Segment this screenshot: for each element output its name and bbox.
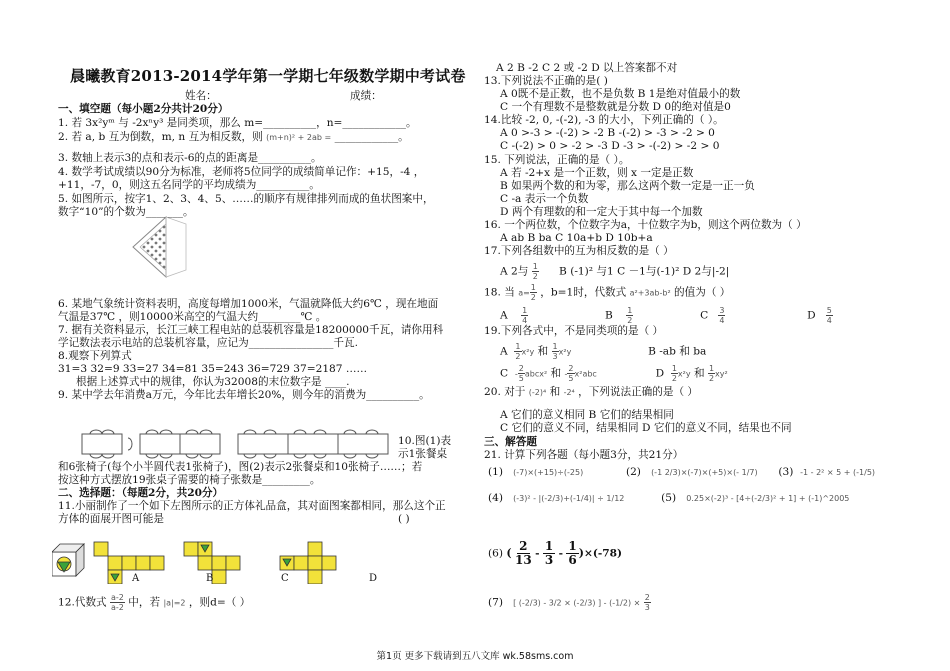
cube-nets-figure [52, 540, 382, 584]
question-11-line2: 方体的面展开图可能是 [58, 513, 164, 525]
question-15-a: A 若 -2+x 是一个正数，则 x 一定是正数 [500, 167, 694, 179]
calc-7: (7) [ (-2/3) - 3/2 × (-2/3) ] - (-1/2) × $\frac{2}{3}$ [488, 593, 650, 612]
calc-7-expression: [ (-2/3) - 3/2 × (-2/3) ] - (-1/2) × [513, 598, 641, 608]
question-12-text: 12.代数式 [58, 596, 107, 609]
question-19-option-d: D [655, 367, 665, 380]
question-18: 18. 当 a= $\frac{1}{2}$ ，b=1时，代数式 a²+3ab-b² 的值为（ ） [484, 283, 731, 302]
fraction-denominator: a-2 [111, 603, 124, 612]
question-20-text: 20. 对于 [484, 386, 526, 398]
question-15-d: D 两个有理数的和一定大于其中每一个加数 [500, 206, 703, 218]
question-17: 17.下列各组数中的互为相反数的是（ ） [484, 245, 674, 257]
question-14-cd: C -(-2) > 0 > -2 > -3 D -3 > -(-2) > -2 > 0 [500, 140, 720, 152]
question-18-text-2: ，b=1时，代数式 [540, 286, 627, 299]
question-6-line1: 6. 某地气象统计资料表明，高度每增加1000米，气温就降低大约6℃ ，现在地面 [58, 298, 439, 310]
fraction-numerator: a-2 [111, 593, 124, 602]
question-2 [58, 131, 409, 144]
question-9: 9. 某中学去年消费a万元，今年比去年增长20%，则今年的消费为__________。 [58, 389, 430, 401]
question-14-ab: A 0 >-3 > -(-2) > -2 B -(-2) > -3 > -2 > 0 [500, 127, 715, 139]
question-5-line1: 5. 如图所示，按字1、2、3、4、5、……的顺序有规律排列而成的鱼状图案中， [58, 193, 434, 205]
name-label: 姓名： [185, 90, 217, 102]
question-3: 3. 数轴上表示3的点和表示-6的点的距离是__________。 [58, 152, 322, 164]
question-15-c: C -a 表示一个负数 [500, 193, 589, 205]
question-18-a-value: $\frac{1}{2}$ [530, 283, 536, 302]
calc-4-expression: (-3)² - |(-2/3)+(-1/4)| ÷ 1/12 [513, 494, 625, 503]
question-5-line2: 数字“10”的个数为_______。 [58, 206, 194, 218]
calc-3-expression: -1 - 2² × 5 + (-1/5) [800, 468, 876, 477]
calc-2-expression: (-1 2/3)×(-7)×(+5)×(- 1/7) [651, 468, 758, 477]
question-10-line4: 按这种方式摆放19张桌子需要的椅子张数是_________。 [58, 474, 321, 486]
question-20-text-3: ，下列说法正确的是（ ） [578, 386, 699, 398]
question-19-cd: C - $\frac{2}{5}$ abcx² 和 - $\frac{2}{5}$ x²abc D $\frac{1}{2}$ x²y 和 $\frac{1}{2}$ xy² [500, 364, 728, 383]
question-13-cd: C 一个有理数不是整数就是分数 D 0的绝对值是0 [500, 101, 731, 113]
calc-1-expression: (-7)×(+15)÷(-25) [513, 468, 584, 477]
section-multiple-choice: 二、选择题：（每题2分，共20分） [58, 487, 224, 499]
question-8-question: 根据上述算式中的规律，你认为32008的末位数字是 ____. [76, 376, 350, 388]
page-title: 晨曦教育2013-2014学年第一学期七年级数学期中考试卷 [70, 67, 466, 85]
question-1: 1. 若 3x²yᵐ 与 -2xⁿy³ 是同类项，那么 m=__________，n=____________。 [58, 117, 417, 129]
question-19-option-c: C [500, 367, 509, 380]
question-15: 15. 下列说法，正确的是（ ）。 [484, 154, 630, 166]
question-2-blank: ____________。 [334, 131, 409, 143]
question-4-line1: 4. 数学考试成绩以90分为标准，老师将5位同学的成绩简单记作：+15，-4 ， [58, 166, 425, 178]
section-fill-blank: 一、填空题（每小题2分共计20分） [58, 103, 229, 115]
option-d-label: D [369, 573, 378, 584]
calc-2-label: (2) [625, 466, 641, 478]
calc-6-label: (6) [488, 547, 504, 560]
question-16-options: A ab B ba C 10a+b D 10b+a [500, 232, 653, 244]
question-7-line1: 7. 据有关资料显示，长江三峡工程电站的总装机容量是18200000千瓦，请你用科 [58, 324, 444, 336]
question-14: 14.比较 -2, 0, -(-2), -3 的大小，下列正确的（ ）。 [484, 114, 724, 126]
option-b-label: B [206, 573, 214, 584]
question-20-cd: C 它们的意义不同，结果相同 D 它们的意义不同，结果也不同 [500, 422, 792, 434]
question-20: 20. 对于 (-2)⁴ 和 -2⁴ ，下列说法正确的是（ ） [484, 386, 699, 398]
question-13: 13.下列说法不正确的是( ) [484, 75, 608, 87]
calc-3-label: (3) [778, 466, 794, 478]
calc-6: (6) ( $\frac{2}{13}$ - $\frac{1}{3}$ - $\frac{1}{6}$ )×(-78) [488, 539, 622, 567]
question-18-text-3: 的值为（ ） [674, 286, 731, 299]
question-12-options: A 2 B -2 C 2 或 -2 D 以上答案都不对 [496, 62, 678, 74]
question-19-ab: A $\frac{1}{2}$ x²y 和 $\frac{1}{3}$ x²y B -ab 和 ba [500, 342, 707, 361]
score-label: 成绩： [350, 90, 382, 102]
calc-4-5 [488, 492, 849, 505]
option-a-label: A [132, 573, 140, 584]
question-6-line2: 气温是37℃ ，则10000米高空的气温大约________℃ 。 [58, 311, 327, 323]
section-solve: 三、解答题 [484, 436, 537, 448]
calc-1-label: (1) [488, 466, 504, 478]
question-7-line2: 学记数法表示电站的总装机容量，应记为________________千瓦. [58, 337, 358, 349]
question-12-fraction [110, 593, 125, 612]
question-17-option-bcd: B (-1)² 与1 C －1与(-1)² D 2与|-2| [559, 265, 730, 278]
question-17-fraction: $\frac{1}{2}$ [532, 262, 538, 281]
question-18-option-b: B [604, 309, 613, 322]
calc-5-label: (5) [661, 492, 677, 504]
question-12 [58, 593, 250, 612]
question-19: 19.下列各式中，不是同类项的是（ ） [484, 325, 664, 337]
calc-6-expression: ×(-78) [583, 547, 622, 560]
page-footer: 第1页 更多下载请到五八文库 wk.58sms.com [376, 651, 574, 662]
question-12-condition: |a|=2 [163, 598, 186, 608]
calc-1-2 [488, 466, 875, 479]
calc-5-expression: 0.25×(-2)³ - [4÷(-2/3)² + 1] + (-1)^2005 [686, 494, 850, 503]
question-19-option-a: A [500, 345, 508, 358]
fish-pattern-figure [130, 214, 188, 280]
question-8-title: 8.观察下列算式 [58, 350, 132, 362]
question-4-line2: +11，-7，0，则这五名同学的平均成绩为__________。 [58, 179, 320, 191]
question-19-option-b: B -ab 和 ba [648, 345, 707, 358]
question-10-line2: 示1张餐桌 [398, 448, 448, 460]
question-18-option-a: A [500, 309, 508, 322]
question-18-option-c: C [700, 309, 709, 322]
question-11-line1: 11.小丽制作了一个如下左图所示的正方体礼品盒，其对面图案都相同，那么这个正 [58, 500, 446, 512]
question-2-text: 2. 若 a, b 互为倒数，m, n 互为相反数，则 [58, 131, 263, 143]
question-8-sequence: 31=3 32=9 33=27 34=81 35=243 36=729 37=2187 …… [58, 363, 368, 375]
question-13-ab: A 0既不是正数，也不是负数 B 1是绝对值最小的数 [500, 88, 741, 100]
question-21: 21. 计算下列各题（每小题3分，共21分） [484, 449, 684, 461]
calc-4-label: (4) [488, 492, 504, 504]
calc-7-label: (7) [488, 596, 504, 609]
table-chairs-figure [78, 426, 398, 462]
question-18-option-d: D [807, 309, 816, 322]
question-15-b: B 如果两个数的和为零，那么这两个数一定是一正一负 [500, 180, 755, 192]
question-17-options [500, 262, 729, 281]
question-12-text-2: 中，若 [128, 596, 161, 609]
option-c-label: C [281, 573, 289, 584]
question-20-text-2: 和 [549, 386, 561, 398]
question-18-text: 18. 当 [484, 286, 515, 299]
question-12-text-3: ，则d=（ ） [188, 596, 251, 609]
question-18-options: A $\frac{1}{4}$ B $\frac{1}{2}$ C $\frac{3}{4}$ D $\frac{5}{4}$ [500, 306, 832, 325]
question-10-line3: 和6张椅子(每个小半圆代表1张椅子)，图(2)表示2张餐桌和10张椅子……；若 [58, 461, 423, 473]
question-17-option-a: A 2与 [500, 265, 529, 278]
question-20-ab: A 它们的意义相同 B 它们的结果相同 [500, 409, 674, 421]
question-16: 16. 一个两位数，个位数字为a，十位数字为b，则这个两位数为（ ） [484, 219, 807, 231]
question-10-line1: 10.图(1)表 [398, 435, 452, 447]
question-2-expression: (m+n)² + 2ab = [266, 133, 332, 142]
question-11-paren: ( ) [398, 513, 410, 525]
